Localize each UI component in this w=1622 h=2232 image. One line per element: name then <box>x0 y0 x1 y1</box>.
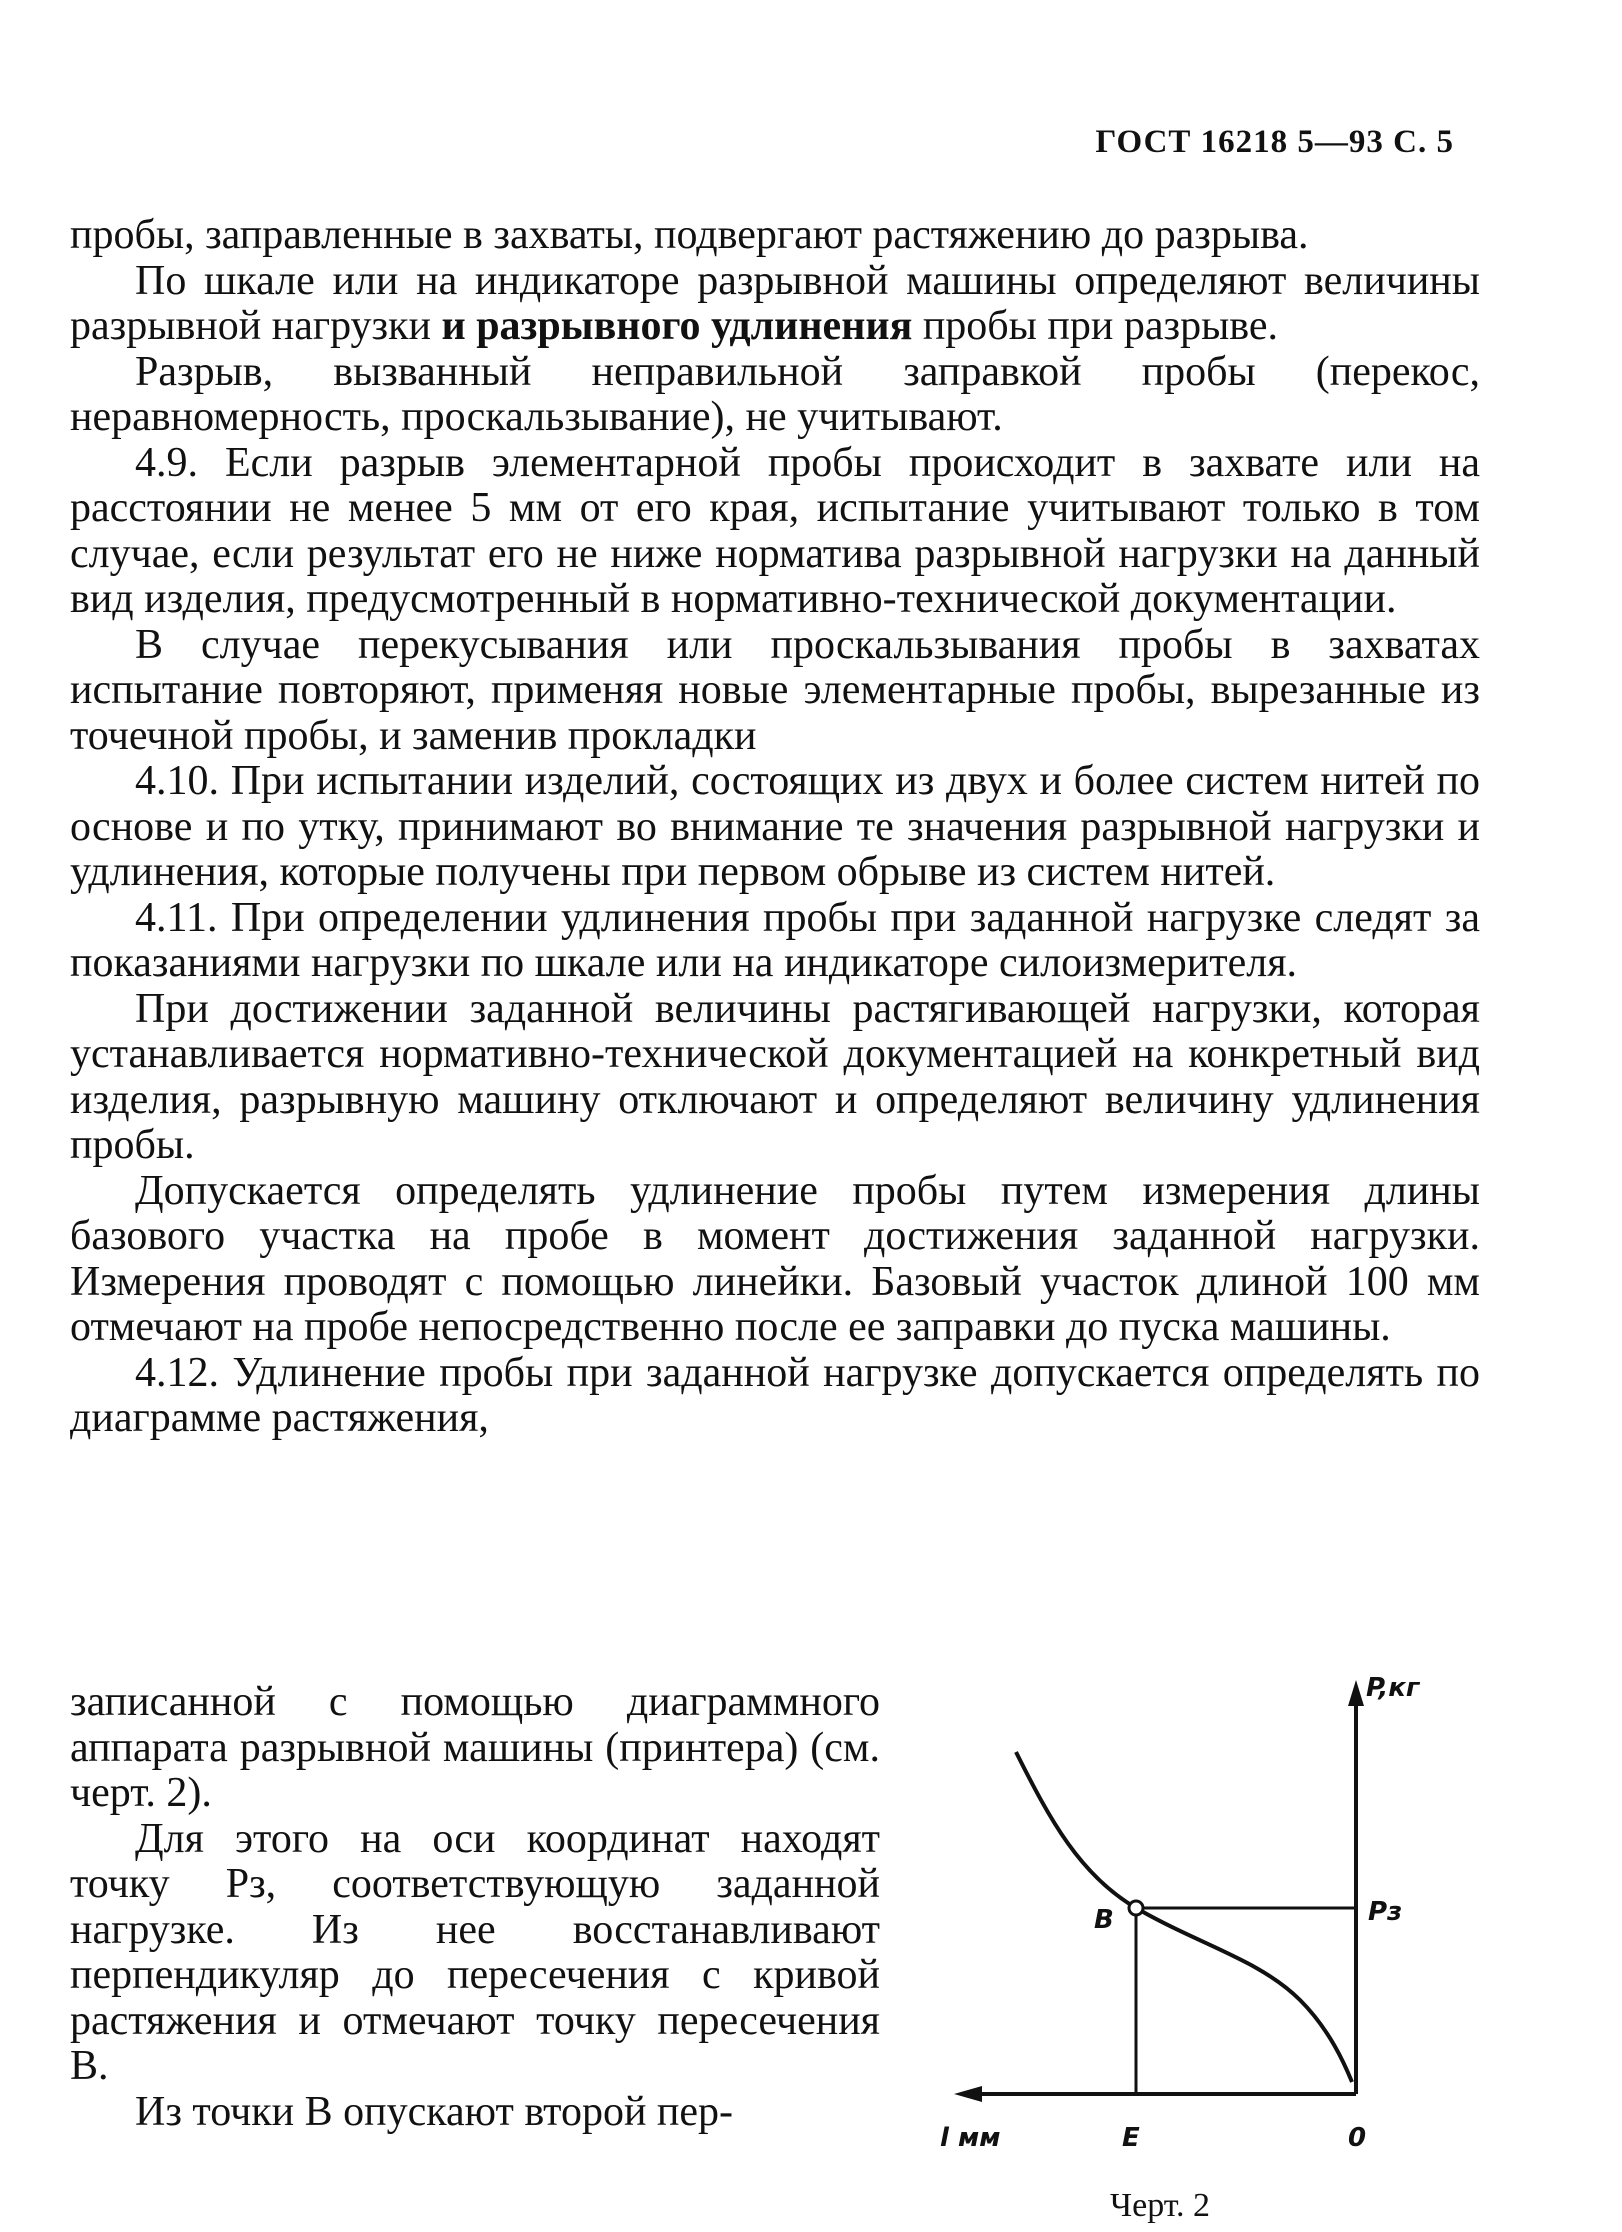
paragraph: пробы, заправленные в захваты, подвергают растяжению до разрыва. <box>70 212 1309 258</box>
paragraph-4-11: 4.11. При определении удлинения пробы при заданной нагрузке следят за показаниями нагрузки по шкале или на индикаторе силоизмерителя. <box>70 894 1480 986</box>
x-axis-label: l мм <box>940 2123 1001 2153</box>
body-text <box>70 213 1480 1442</box>
paragraph: Разрыв, вызванный неправильной заправкой пробы (перекос, неравномерность, проскальзывание), не учитывают. <box>70 348 1480 440</box>
bold-span: и разрывного удлинения <box>441 303 913 349</box>
paragraph: Для этого на оси координат находят точку Pз, соответствующую заданной нагрузке. Из нее восстанавливают перпендикуляр до пересечения с кривой растяжения и отмечают точку пересечения B. <box>70 1815 880 2089</box>
point-b-label: B <box>1094 1905 1114 1935</box>
paragraph-4-12: 4.12. Удлинение пробы при заданной нагрузке допускается определять по диаграмме растяжения, <box>70 1349 1480 1441</box>
paragraph: Допускается определять удлинение пробы путем измерения длины базового участка на пробе в момент достижения заданной нагрузки. Измерения проводят с помощью линейки. Базовый участок длиной 100 мм отмечают на пробе непосредственно после ее заправки до пуска машины. <box>70 1167 1480 1350</box>
figure-caption: Черт. 2 <box>1110 2187 1211 2224</box>
l-axis-arrow <box>954 2086 982 2102</box>
point-e-label: E <box>1122 2123 1140 2153</box>
text-span: По шкале или на индикаторе разрывной машины определяют величины разрывной нагрузки <box>70 257 1480 349</box>
p-axis-arrow <box>1348 1680 1364 1706</box>
point-b-marker <box>1129 1901 1143 1915</box>
tensile-curve <box>1016 1752 1352 2082</box>
paragraph: В случае перекусывания или проскальзывания пробы в захватах испытание повторяют, применяя новые элементарные пробы, вырезанные из точечной пробы, и заменив прокладки <box>70 621 1480 759</box>
tensile-diagram <box>900 1660 1520 2224</box>
paragraph-4-10: 4.10. При испытании изделий, состоящих из двух и более систем нитей по основе и по утку, принимают во внимание те значения разрывной нагрузки и удлинения, которые получены при первом обрыве из систем нитей. <box>70 758 1480 895</box>
paragraph: записанной с помощью диаграммного аппарата разрывной машины (принтера) (см. черт. 2). <box>70 1679 880 1816</box>
page-header: ГОСТ 16218 5—93 С. 5 <box>1095 124 1454 160</box>
paragraph: Из точки B опускают второй пер- <box>135 2088 734 2135</box>
paragraph <box>70 259 1480 350</box>
paragraph-4-9: 4.9. Если разрыв элементарной пробы происходит в захвате или на расстоянии не менее 5 мм от его края, испытание учитывают только в том случае, если результат его не ниже норматива разрывной нагрузки на данный вид изделия, предусмотренный в нормативно-технической документации. <box>70 439 1480 622</box>
split-column-text <box>70 1680 880 2135</box>
paragraph: При достижении заданной величины растягивающей нагрузки, которая устанавливается нормативно-технической документацией на конкретный вид изделия, разрывную машину отключают и определяют величину удлинения пробы. <box>70 985 1480 1168</box>
text-span: пробы при разрыве. <box>912 303 1279 349</box>
origin-label: 0 <box>1348 2123 1367 2153</box>
y-axis-label: P,кг <box>1366 1673 1420 1703</box>
point-p-label: Pз <box>1368 1897 1403 1927</box>
